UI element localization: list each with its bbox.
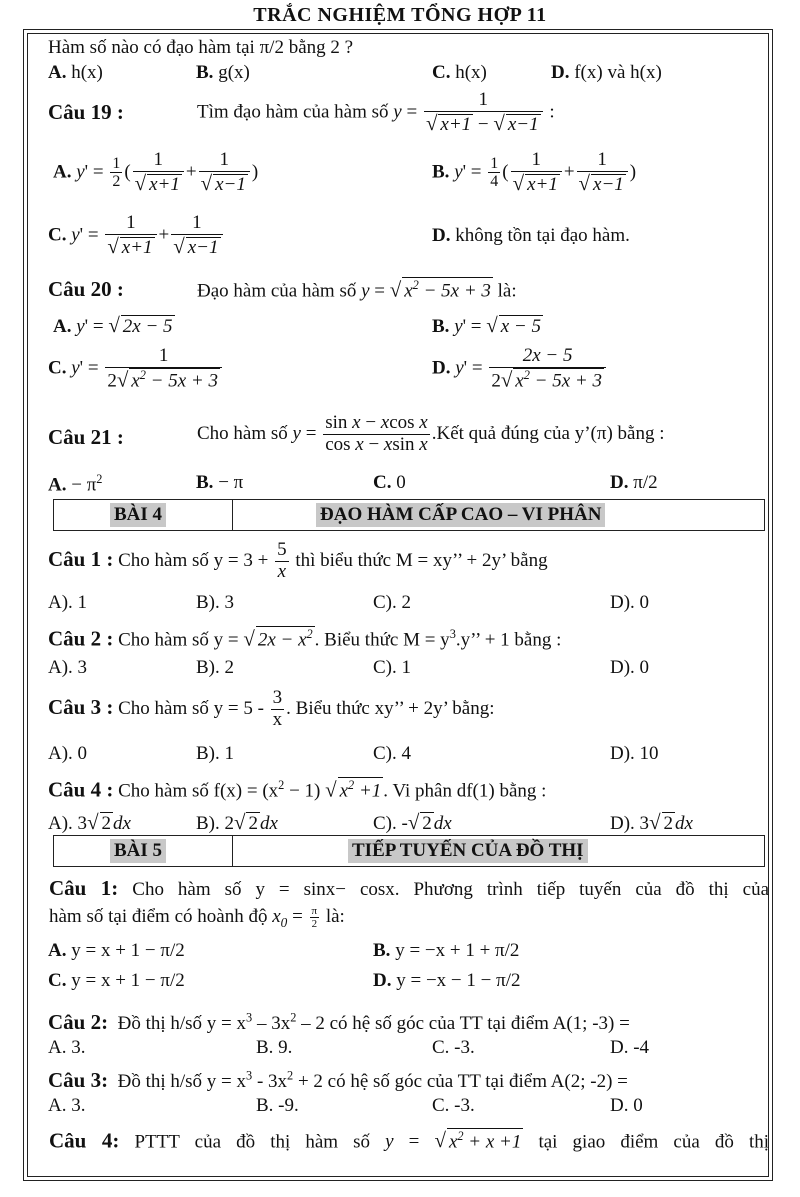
q19-option-c: C. y' = $\frac{1}{√ x+1}$ + $\frac{1}{√ x-1}$ (48, 213, 225, 259)
page-title: TRẮC NGHIỆM TỔNG HỢP 11 (253, 4, 547, 26)
b5q4-stem: Câu 4: PTTT của đồ thị hàm số y = √ $x^2 + x +1$ tại giao điểm của đồ thị (49, 1128, 770, 1153)
b4q1-stem: Câu 1 : Cho hàm số y = 3 + $\frac{5}{x}$ thì biểu thức M = xy’’ + 2y’ bằng (48, 539, 548, 582)
b4q2-stem: Câu 2 : Cho hàm số y = √ $2x - x^2$ . Biểu thức $M = y^3.y$’’ + 1 bằng : (48, 626, 562, 651)
b5q1-line1: Câu 1: Cho hàm số y = sinx− cosx. Phương trình tiếp tuyến của đồ thị của (49, 876, 770, 900)
section-title: ĐẠO HÀM CẤP CAO – VI PHÂN (316, 503, 605, 527)
b5q1-option-c: C. y = x + 1 − π/2 (48, 970, 185, 991)
q18-option-b: B. g(x) (196, 62, 250, 83)
q18-option-c: C. h(x) (432, 62, 487, 83)
b5q2-option-a: A. 3. (48, 1037, 86, 1058)
q21-stem: Cho hàm số y = $\frac{\text{sin x − xcos x}}{\text{cos x − xsin x}}$ .Kết quả đúng của y’(π) bằng : (197, 412, 665, 455)
b4q3-option-a: A). 0 (48, 743, 88, 764)
b5q2-option-d: D. -4 (610, 1037, 650, 1058)
b5q3-option-b: B. -9. (256, 1095, 299, 1116)
q20-option-a: A. y' = √ 2x − 5 (53, 313, 173, 337)
q20-option-c: C. y' = $\frac{1}{2√ x^2 - 5x + 3}$ (48, 346, 224, 392)
b4q4-option-a: A). 3√ 2 dx (48, 810, 131, 834)
b4q3-option-b: B). 1 (196, 743, 234, 764)
b4q1-option-a: A). 1 (48, 592, 88, 613)
q20-option-b: B. y' = √ x − 5 (432, 313, 541, 337)
q20-option-d: D. y' = $\frac{2x - 5}{2√ x^2 - 5x + 3}$ (432, 346, 608, 392)
b4q4-option-b: B). 2√ 2 dx (196, 810, 278, 834)
b4q1-option-b: B). 3 (196, 592, 234, 613)
q19-option-d: D. không tồn tại đạo hàm. (432, 225, 630, 246)
section-number: BÀI 5 (110, 839, 166, 863)
b5q1-line2: hàm số tại điểm có hoành độ $x_0$ = $\frac{\pi}{2}$ là: (49, 905, 345, 931)
q18-option-a: A. h(x) (48, 62, 103, 83)
b5q2-stem: Câu 2: Đồ thị h/số $y = x^3 - 3x^2 - 2$ có hệ số góc của TT tại điểm A(1; -3) = (48, 1010, 630, 1034)
q21-option-c: C. 0 (373, 472, 406, 493)
b5q3-option-a: A. 3. (48, 1095, 86, 1116)
b4q1-option-d: D). 0 (610, 592, 650, 613)
q20-stem: Đạo hàm của hàm số y = √ $x^2 - 5x + 3$ là: (197, 277, 517, 302)
b5q2-option-b: B. 9. (256, 1037, 293, 1058)
b4q4-option-c: C). -√ 2 dx (373, 810, 452, 834)
b4q3-stem: Câu 3 : Cho hàm số y = 5 - $\frac{3}{x}$ . Biểu thức xy’’ + 2y’ bằng: (48, 687, 495, 730)
b4q4-option-d: D). 3√ 2 dx (610, 810, 693, 834)
q19-option-a: A. y' = $\frac{1}{2}$ ( $\frac{1}{√ x+1}$ + $\frac{1}{√ x-1}$ ) (53, 149, 259, 195)
q21-option-d: D. π/2 (610, 472, 658, 493)
q19-option-b: B. y' = $\frac{1}{4}$ ( $\frac{1}{√ x+1}$ + $\frac{1}{√ x-1}$ ) (432, 149, 637, 195)
q20-label: Câu 20 : (48, 277, 124, 301)
q18-option-d: D. f(x) và h(x) (551, 62, 662, 83)
q21-option-b: B. − π (196, 472, 244, 493)
q18-stem: Hàm số nào có đạo hàm tại π/2 bằng 2 ? (48, 37, 354, 58)
b4q3-option-c: C). 4 (373, 743, 411, 764)
section-number: BÀI 4 (110, 503, 166, 527)
section-title: TIẾP TUYẾN CỦA ĐỒ THỊ (348, 839, 588, 863)
b4q3-option-d: D). 10 (610, 743, 659, 764)
b5q1-option-a: A. y = x + 1 − π/2 (48, 940, 185, 961)
b4q2-option-d: D). 0 (610, 657, 650, 678)
b4q1-option-c: C). 2 (373, 592, 411, 613)
b4q2-option-c: C). 1 (373, 657, 411, 678)
b5q1-option-b: B. y = −x + 1 + π/2 (373, 940, 520, 961)
section-header-bai5 (53, 835, 765, 867)
b4q4-stem: Câu 4 : Cho hàm số $f(x) = (x^2 - 1)$ √ $x^2 +1$ . Vi phân df(1) bằng : (48, 777, 547, 802)
b5q2-option-c: C. -3. (432, 1037, 475, 1058)
b5q3-stem: Câu 3: Đồ thị h/số $y = x^3 - 3x^2 + 2$ có hệ số góc của TT tại điểm A(2; -2) = (48, 1068, 628, 1092)
b5q3-option-c: C. -3. (432, 1095, 475, 1116)
b4q2-option-b: B). 2 (196, 657, 234, 678)
b5q3-option-d: D. 0 (610, 1095, 643, 1116)
section-header-bai4 (53, 499, 765, 531)
b4q2-option-a: A). 3 (48, 657, 88, 678)
q21-label: Câu 21 : (48, 425, 124, 449)
q21-option-a: A. − $\pi^2$ (48, 472, 103, 496)
q19-stem: Tìm đạo hàm của hàm số y = $\frac{1}{√ x+1 - √ x-1}$ : (197, 89, 555, 135)
q19-label: Câu 19 : (48, 100, 124, 124)
b5q1-option-d: D. y = −x − 1 − π/2 (373, 970, 521, 991)
